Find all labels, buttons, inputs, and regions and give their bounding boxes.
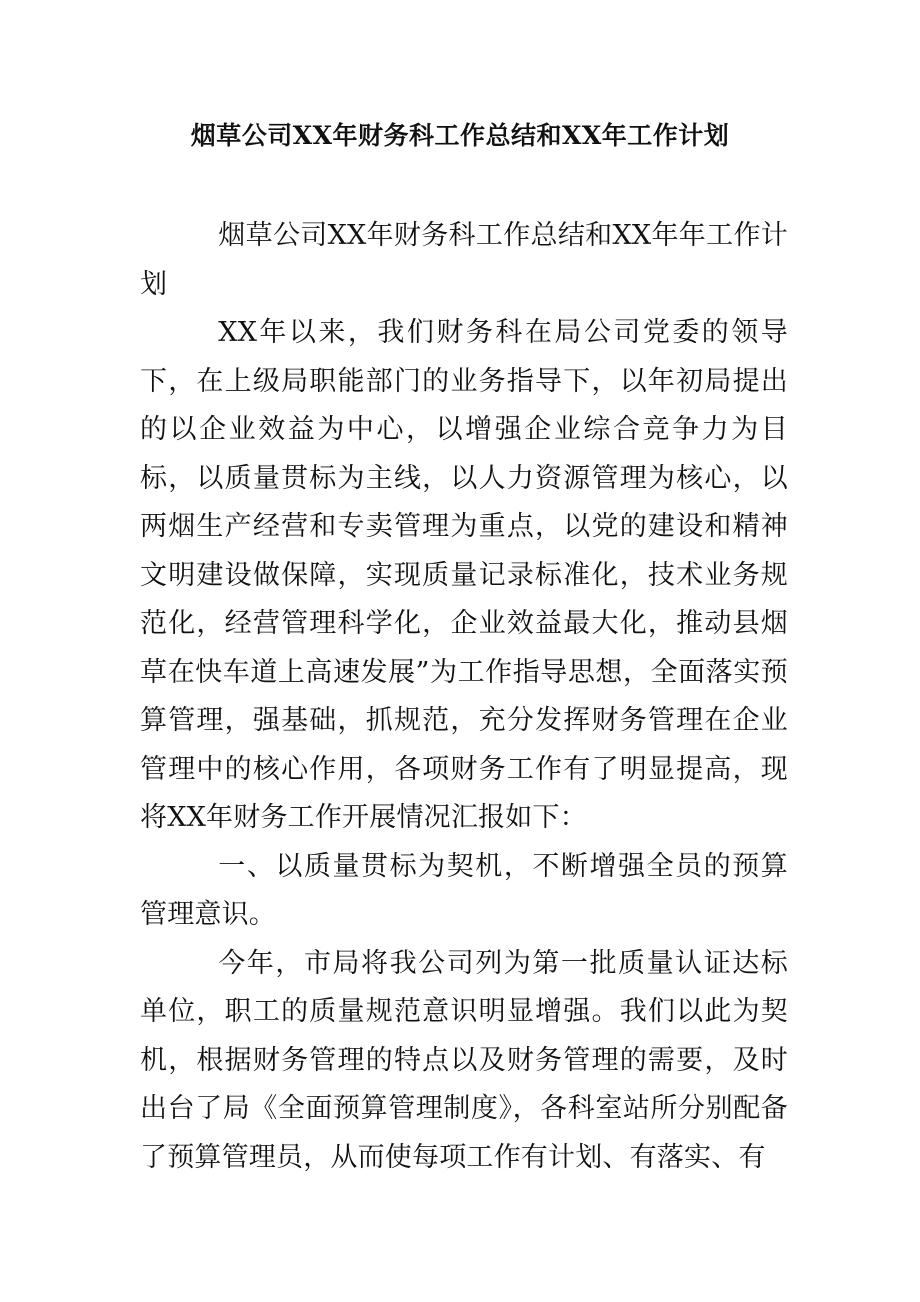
document-body [140,212,788,1182]
paragraph-section-body: 今年，市局将我公司列为第一批质量认证达标单位，职工的质量规范意识明显增强。我们以此为契机，根据财务管理的特点以及财务管理的需要，及时出台了局《全面预算管理制度》，各科室站所分别配备了预算管理员，从而使每项工作有计划、有落实、有 [140,947,788,1173]
paragraph-intro: XX年以来，我们财务科在局公司党委的领导下，在上级局职能部门的业务指导下，以年初局提出的以企业效益为中心，以增强企业综合竞争力为目标，以质量贯标为主线，以人力资源管理为核心，以两烟生产经营和专卖管理为重点，以党的建设和精神文明建设做保障，实现质量记录标准化，技术业务规范化，经营管理科学化，企业效益最大化，推动县烟草在快车道上高速发展”为工作指导思想，全面落实预算管理，强基础，抓规范，充分发挥财务管理在企业管理中的核心作用，各项财务工作有了明显提高，现将XX年财务工作开展情况汇报如下： [140,317,788,833]
document-title: 烟草公司XX年财务科工作总结和XX年工作计划 [190,121,730,150]
paragraph-section-heading: 一、以质量贯标为契机，不断增强全员的预算管理意识。 [140,850,788,930]
paragraph-subtitle: 烟草公司XX年财务科工作总结和XX年年工作计划 [140,220,788,300]
